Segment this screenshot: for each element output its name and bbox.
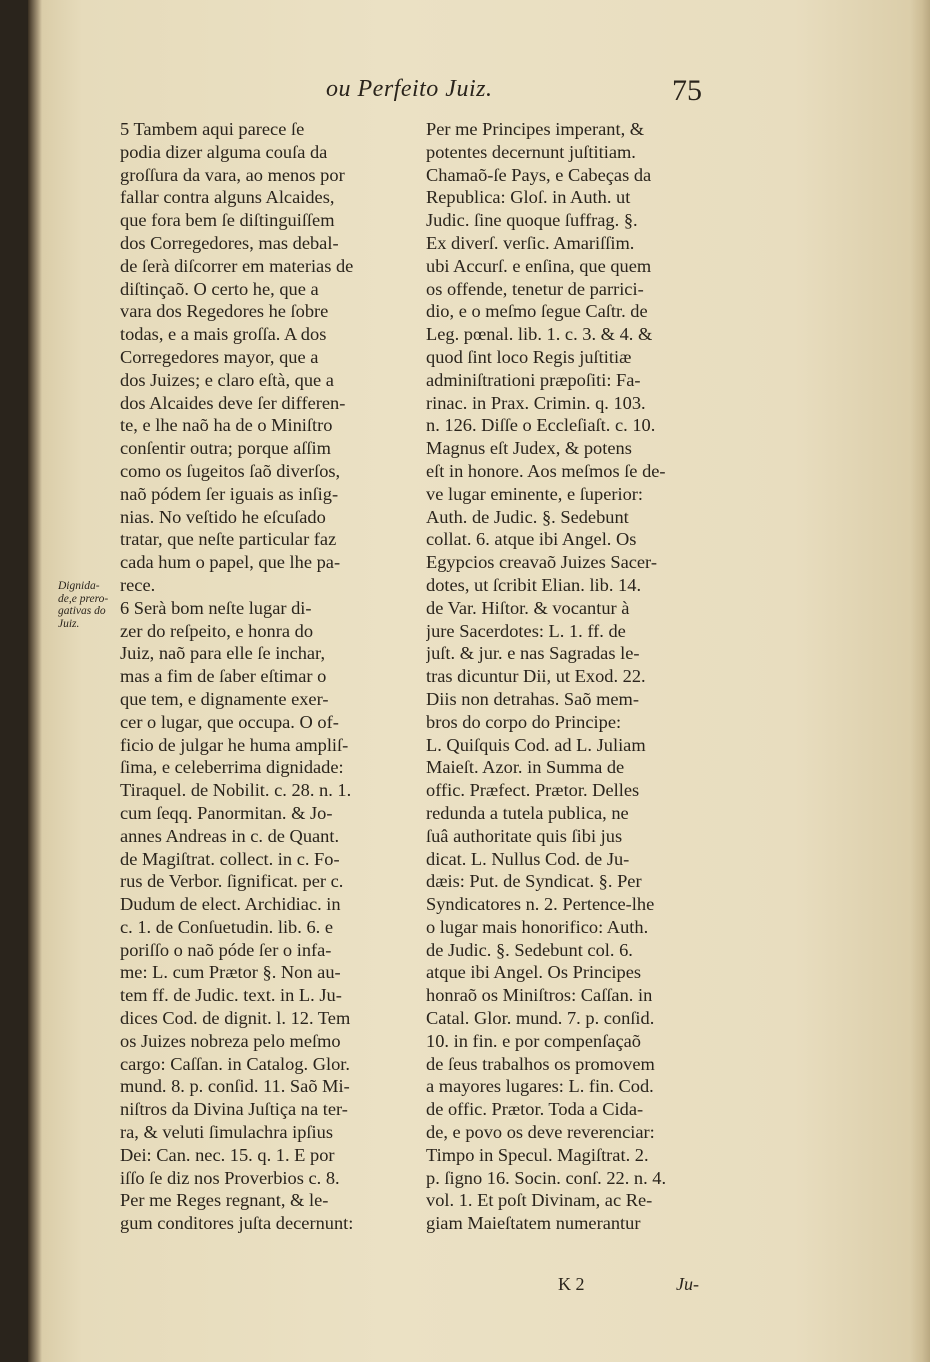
text-line: diſtinçaõ. O certo he, que a — [120, 278, 319, 299]
gutter-shadow — [28, 0, 42, 1362]
text-line: Republica: Gloſ. in Auth. ut — [426, 187, 631, 208]
text-line: L. Quiſquis Cod. ad L. Juliam — [426, 734, 646, 755]
text-line: de ſerà diſcorrer em materias de — [120, 255, 354, 276]
marginal-note-line: Dignida- — [58, 580, 100, 592]
text-line: dices Cod. de dignit. l. 12. Tem — [120, 1008, 351, 1029]
text-line: poriſſo o naõ póde ſer o infa- — [120, 939, 332, 960]
marginal-note-line: gativas do — [58, 605, 106, 617]
text-line: mund. 8. p. conſid. 11. Saõ Mi- — [120, 1076, 350, 1097]
text-line: todas, e a mais groſſa. A dos — [120, 324, 327, 345]
text-line: tras dicuntur Dii, ut Exod. 22. — [426, 666, 646, 687]
text-line: groſſura da vara, ao menos por — [120, 164, 345, 185]
text-line: cargo: Caſſan. in Catalog. Glor. — [120, 1053, 351, 1074]
text-line: ubi Accurſ. e enſina, que quem — [426, 255, 652, 276]
text-line: atque ibi Angel. Os Principes — [426, 962, 642, 983]
text-line: collat. 6. atque ibi Angel. Os — [426, 529, 637, 550]
text-line: de, e povo os deve reverenciar: — [426, 1122, 655, 1143]
text-line: o lugar mais honorifico: Auth. — [426, 916, 649, 937]
text-line: de Judic. §. Sedebunt col. 6. — [426, 939, 633, 960]
text-line: te, e lhe naõ ha de o Miniſtro — [120, 415, 333, 436]
text-line: 6 Serà bom neſte lugar di- — [120, 597, 312, 618]
text-line: naõ pódem ſer iguais as inſig- — [120, 483, 339, 504]
text-line: 5 Tambem aqui parece ſe — [120, 119, 305, 139]
text-line: nias. No veſtido he eſcuſado — [120, 506, 326, 527]
text-line: dæis: Put. de Syndicat. §. Per — [426, 871, 642, 892]
marginal-note-line: Juiz. — [58, 617, 80, 630]
text-line: potentes decernunt juſtitiam. — [426, 141, 636, 162]
text-line: podia dizer alguma couſa da — [120, 141, 328, 162]
text-line: rus de Verbor. ſignificat. per c. — [120, 871, 344, 892]
text-line: giam Maieſtatem numerantur — [426, 1213, 641, 1234]
text-line: dos Alcaides deve ſer differen- — [120, 392, 346, 413]
text-line: jure Sacerdotes: L. 1. ff. de — [426, 620, 626, 641]
text-line: de Var. Hiſtor. & vocantur à — [426, 597, 630, 618]
text-line: Catal. Glor. mund. 7. p. conſid. — [426, 1008, 655, 1029]
text-line: gum conditores juſta decernunt: — [120, 1213, 354, 1234]
right-column — [426, 118, 710, 1235]
text-line: redunda a tutela publica, ne — [426, 802, 629, 823]
text-line: ſuâ authoritate quis ſibi jus — [426, 825, 623, 846]
text-line: p. ſigno 16. Socin. conſ. 22. n. 4. — [426, 1167, 667, 1188]
text-line: Egypcios creavaõ Juizes Sacer- — [426, 552, 657, 573]
running-title: ou Perfeito Juiz. — [326, 76, 493, 102]
text-line: cada hum o papel, que lhe pa- — [120, 552, 341, 573]
page-edge — [910, 0, 930, 1362]
text-line: Magnus eſt Judex, & potens — [426, 438, 632, 459]
text-line: Maieſt. Azor. in Summa de — [426, 757, 625, 778]
text-line: me: L. cum Prætor §. Non au- — [120, 962, 341, 983]
text-line: Timpo in Specul. Magiſtrat. 2. — [426, 1144, 649, 1165]
text-line: ſima, e celeberrima dignidade: — [120, 757, 344, 778]
text-line: dotes, ut ſcribit Elian. lib. 14. — [426, 574, 642, 595]
text-line: Auth. de Judic. §. Sedebunt — [426, 506, 629, 527]
text-line: zer do reſpeito, e honra do — [120, 620, 314, 641]
text-line: adminiſtrationi præpoſiti: Fa- — [426, 369, 641, 390]
text-line: offic. Præfect. Prætor. Delles — [426, 780, 640, 801]
text-line: bros do corpo do Principe: — [426, 711, 622, 732]
text-line: cum ſeqq. Panormitan. & Jo- — [120, 802, 333, 823]
signature-mark: K 2 — [558, 1274, 585, 1294]
text-line: Corregedores mayor, que a — [120, 346, 319, 367]
text-line: conſentir outra; porque aſſim — [120, 438, 331, 459]
text-line: honraõ os Miniſtros: Caſſan. in — [426, 985, 653, 1006]
text-line: ra, & veluti ſimulachra ipſius — [120, 1122, 333, 1143]
marginal-note — [58, 580, 120, 630]
text-line: fallar contra alguns Alcaides, — [120, 187, 335, 208]
text-line: como os ſugeitos ſaõ diverſos, — [120, 460, 341, 481]
text-line: tratar, que neſte particular faz — [120, 529, 337, 550]
text-line: mas a fim de ſaber eſtimar o — [120, 666, 327, 687]
page-header — [28, 72, 930, 112]
text-line: de offic. Prætor. Toda a Cida- — [426, 1099, 644, 1120]
text-line: dicat. L. Nullus Cod. de Ju- — [426, 848, 630, 869]
text-line: dio, e o meſmo ſegue Caſtr. de — [426, 301, 648, 322]
text-line: Syndicatores n. 2. Pertence-lhe — [426, 894, 655, 915]
text-line: Per me Principes imperant, & — [426, 119, 645, 139]
text-line: os offende, tenetur de parrici- — [426, 278, 644, 299]
text-line: Ex diverſ. verſic. Amariſſim. — [426, 232, 635, 253]
text-line: n. 126. Diſſe o Eccleſiaſt. c. 10. — [426, 415, 656, 436]
text-line: cer o lugar, que occupa. O of- — [120, 711, 339, 732]
text-line: Per me Reges regnant, & le- — [120, 1190, 329, 1211]
catchword: Ju- — [676, 1274, 699, 1294]
text-line: niſtros da Divina Juſtiça na ter- — [120, 1099, 348, 1120]
text-line: Judic. ſine quoque ſuffrag. §. — [426, 210, 638, 231]
left-column — [120, 118, 404, 1235]
text-line: Dudum de elect. Archidiac. in — [120, 894, 341, 915]
text-line: vol. 1. Et poſt Divinam, ac Re- — [426, 1190, 653, 1211]
book-page — [28, 0, 930, 1362]
text-line: juſt. & jur. e nas Sagradas le- — [426, 643, 640, 664]
text-line: dos Corregedores, mas debal- — [120, 232, 339, 253]
text-line: quod ſint loco Regis juſtitiæ — [426, 346, 632, 367]
text-line: ve lugar eminente, e ſuperior: — [426, 483, 644, 504]
text-line: Juiz, naõ para elle ſe inchar, — [120, 643, 326, 664]
text-line: Diis non detrahas. Saõ mem- — [426, 688, 639, 709]
text-line: os Juizes nobreza pelo meſmo — [120, 1030, 341, 1051]
text-line: annes Andreas in c. de Quant. — [120, 825, 340, 846]
text-line: Chamaõ-ſe Pays, e Cabeças da — [426, 164, 652, 185]
text-line: que fora bem ſe diſtinguiſſem — [120, 210, 335, 231]
text-line: eſt in honore. Aos meſmos ſe de- — [426, 460, 666, 481]
text-line: vara dos Regedores he ſobre — [120, 301, 329, 322]
text-line: Tiraquel. de Nobilit. c. 28. n. 1. — [120, 780, 352, 801]
text-line: rinac. in Prax. Crimin. q. 103. — [426, 392, 646, 413]
text-line: de ſeus trabalhos os promovem — [426, 1053, 655, 1074]
text-line: Leg. pœnal. lib. 1. c. 3. & 4. & — [426, 324, 653, 345]
text-line: de Magiſtrat. collect. in c. Fo- — [120, 848, 340, 869]
text-line: dos Juizes; e claro eſtà, que a — [120, 369, 334, 390]
page-number: 75 — [672, 74, 702, 107]
text-line: iſſo ſe diz nos Proverbios c. 8. — [120, 1167, 340, 1188]
text-line: rece. — [120, 574, 156, 595]
text-line: a mayores lugares: L. fin. Cod. — [426, 1076, 654, 1097]
text-line: ficio de julgar he huma ampliſ- — [120, 734, 349, 755]
text-line: que tem, e dignamente exer- — [120, 688, 329, 709]
text-line: Dei: Can. nec. 15. q. 1. E por — [120, 1144, 335, 1165]
text-line: 10. in fin. e por compenſaçaõ — [426, 1030, 641, 1051]
text-line: c. 1. de Conſuetudin. lib. 6. e — [120, 916, 333, 937]
marginal-note-line: de,e prero- — [58, 592, 109, 605]
text-line: tem ff. de Judic. text. in L. Ju- — [120, 985, 342, 1006]
